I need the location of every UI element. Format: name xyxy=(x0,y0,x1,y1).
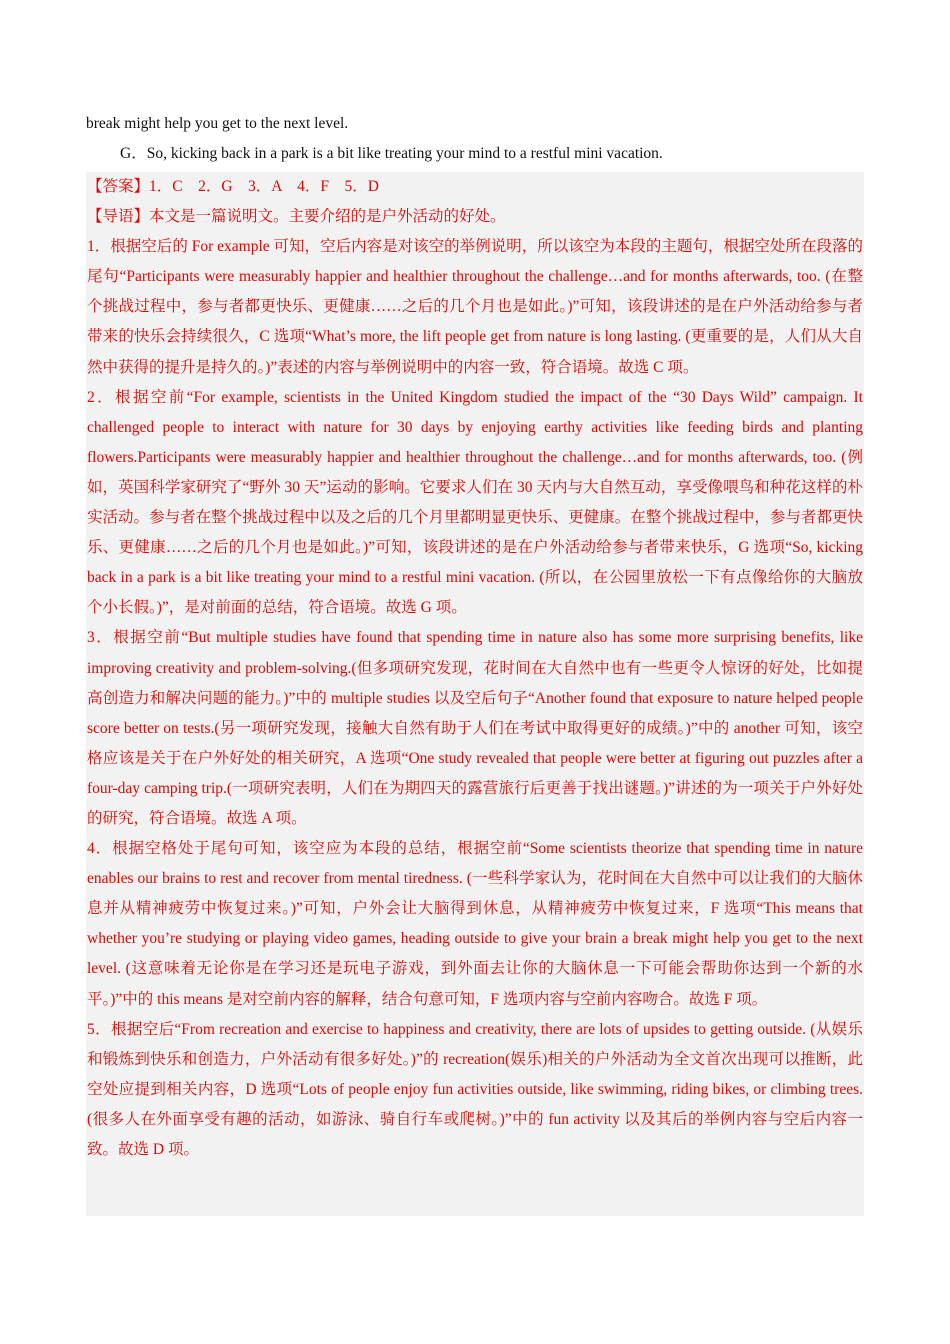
explanation-4: 4．根据空格处于尾句可知，该空应为本段的总结，根据空前“Some scientists theorize that spending time in nature enables our brains to rest and recover from mental tiredness. (一些科学家认为，花时间在大自然中可以让我们的大脑休息并从精神疲劳中恢复过来。)”可知，户外会让大脑得到休息，从精神疲劳中恢复过来，F 选项“This means that whether you’re studying or playing video games, heading outside to give your brain a break might help you get to the next level. (这意味着无论你是在学习还是玩电子游戏，到外面去让你的大脑休息一下可能会帮助你达到一个新的水平。)”中的 this means 是对空前内容的解释，结合句意可知，F 选项内容与空前内容吻合。故选 F 项。 xyxy=(87,840,863,1008)
explanation-3: 3．根据空前“But multiple studies have found that spending time in nature also has some more surprising benefits, like improving creativity and problem-solving.(但多项研究发现，花时间在大自然中也有一些更令人惊讶的好处，比如提高创造力和解决问题的能力。)”中的 multiple studies 以及空后句子“Another found that exposure to nature helped people score better on tests.(另一项研究发现，接触大自然有助于人们在考试中取得更好的成绩。)”中的 another 可知，该空格应该是关于在户外好处的相关研究，A 选项“One study revealed that people were better at figuring out puzzles after a four-day camping trip.(一项研究表明，人们在为期四天的露营旅行后更善于找出谜题。)”讲述的为一项关于户外好处的研究，符合语境。故选 A 项。 xyxy=(87,629,863,827)
option-g: G．So, kicking back in a park is a bit like treating your mind to a restful mini vacation. xyxy=(120,145,663,162)
passage-continuation-line: break might help you get to the next level. xyxy=(86,115,349,132)
answer-key: 【答案】1．C 2．G 3．A 4．F 5．D xyxy=(87,178,379,195)
explanation-1: 1．根据空后的 For example 可知，空后内容是对该空的举例说明，所以该空为本段的主题句，根据空处所在段落的尾句“Participants were measurably happier and healthier throughout the challenge…and for months afterwards, too. (在整个挑战过程中，参与者都更快乐、更健康……之后的几个月也是如此。)”可知，该段讲述的是在户外活动给参与者带来的快乐会持续很久，C 选项“What’s more, the lift people get from nature is long lasting. (更重要的是，人们从大自然中获得的提升是持久的。)”表述的内容与举例说明中的内容一致，符合语境。故选 C 项。 xyxy=(87,238,863,376)
guide-summary: 【导语】本文是一篇说明文。主要介绍的是户外活动的好处。 xyxy=(87,208,506,226)
explanation-2: 2．根据空前“For example, scientists in the United Kingdom studied the impact of the “30 Days Wild” campaign. It challenged people to interact with nature for 30 days by enjoying earthy activities like feeding birds and planting flowers.Participants were measurably happier and healthier throughout the challenge…and for months afterwards, too. (例如，英国科学家研究了“野外 30 天”运动的影响。它要求人们在 30 天内与大自然互动，享受像喂鸟和种花这样的朴实活动。参与者在整个挑战过程中以及之后的几个月里都明显更快乐、更健康。在整个挑战过程中，参与者都更快乐、更健康……之后的几个月也是如此。)”可知，该段讲述的是在户外活动给参与者带来快乐，G 选项“So, kicking back in a park is a bit like treating your mind to a restful mini vacation. (所以，在公园里放松一下有点像给你的大脑放个小长假。)”，是对前面的总结，符合语境。故选 G 项。 xyxy=(87,388,863,617)
answer-explanation-box xyxy=(86,172,864,1216)
explanation-5: 5．根据空后“From recreation and exercise to happiness and creativity, there are lots of upsides to getting outside. (从娱乐和锻炼到快乐和创造力，户外活动有很多好处。)”的 recreation(娱乐)相关的户外活动为全文首次出现可以推断，此空处应提到相关内容，D 选项“Lots of people enjoy fun activities outside, like swimming, riding bikes, or climbing trees. (很多人在外面享受有趣的活动，如游泳、骑自行车或爬树。)”中的 fun activity 以及其后的举例内容与空后内容一致。故选 D 项。 xyxy=(87,1020,863,1158)
